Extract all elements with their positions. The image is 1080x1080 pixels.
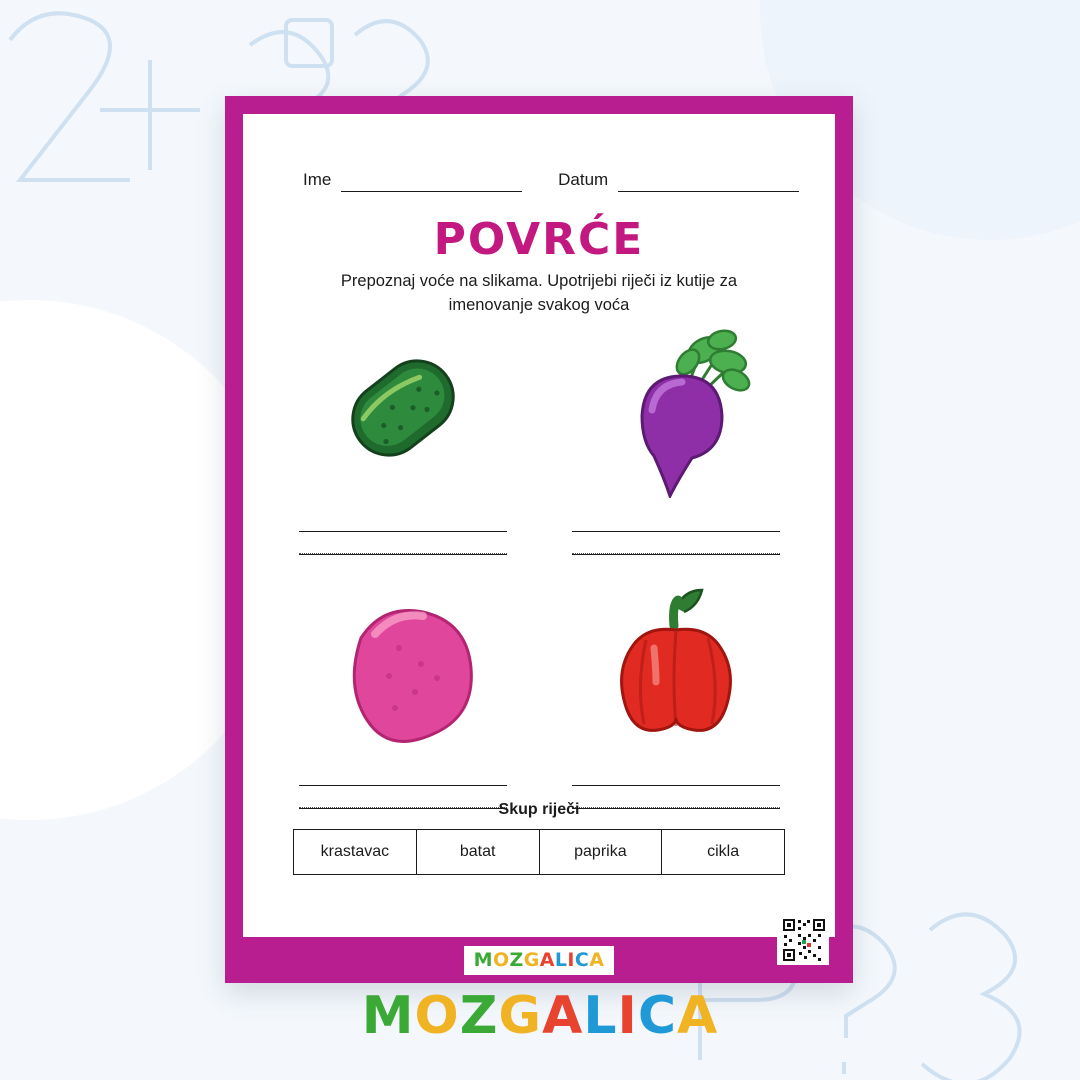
answer-line-middle[interactable] [572,532,780,554]
bell-pepper-icon [552,568,799,756]
answer-lines[interactable] [572,508,780,555]
brand-letter: O [414,986,460,1046]
date-label: Datum [558,170,609,189]
brand-letter: L [583,986,618,1046]
name-label: Ime [303,170,332,189]
instructions-text: Prepoznaj voće na slikama. Upotrijebi riječi iz kutije za imenovanje svakog voća [340,272,738,314]
brand-letter: I [617,986,638,1046]
brand-letter: A [542,986,584,1046]
qr-code-icon[interactable] [777,913,829,965]
brand-letter: M [361,986,415,1046]
mini-brand-logo: MOZGALICA [464,946,615,975]
word-bank-item[interactable]: krastavac [294,830,417,874]
answer-line-top[interactable] [299,762,507,786]
word-bank-item[interactable]: batat [417,830,540,874]
beet-icon [552,314,799,502]
word-bank-title: Skup riječi [498,801,580,818]
answer-line-top[interactable] [299,508,507,532]
exercise-item [552,568,799,818]
word-bank-item[interactable]: paprika [540,830,663,874]
word-bank [293,829,785,875]
worksheet-page [243,114,835,937]
answer-line-top[interactable] [572,762,780,786]
cucumber-icon [279,314,526,502]
student-info-row [303,170,799,192]
date-input-line[interactable] [618,176,799,192]
answer-line-middle[interactable] [299,532,507,554]
answer-line-bottom[interactable] [299,554,507,555]
brand-letter: G [498,986,543,1046]
worksheet-card [225,96,853,983]
answer-line-top[interactable] [572,508,780,532]
word-bank-item[interactable]: cikla [707,843,740,860]
name-input-line[interactable] [341,176,522,192]
brand-letter: A [677,986,719,1046]
exercise-grid [279,314,799,818]
page-title: POVRĆE [433,214,645,265]
answer-line-bottom[interactable] [572,554,780,555]
sweet-potato-icon [279,568,526,756]
brand-logo [0,986,1080,1046]
exercise-item [552,314,799,564]
brand-letter: Z [459,986,499,1046]
answer-lines[interactable] [299,508,507,555]
worksheet-footer [225,937,853,983]
brand-letter: C [637,986,678,1046]
exercise-item [279,314,526,564]
exercise-item [279,568,526,818]
